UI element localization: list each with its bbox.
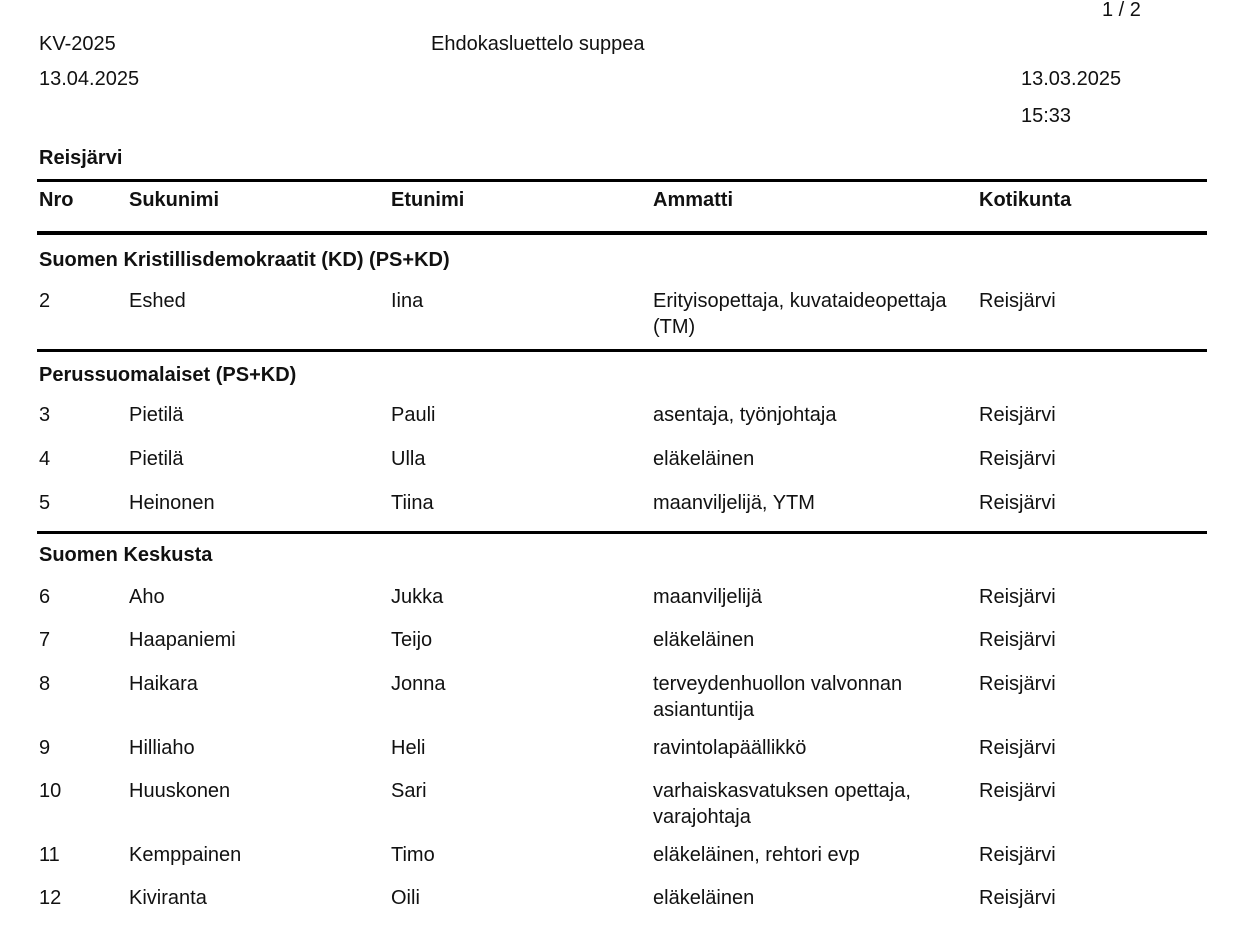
candidate-occupation: eläkeläinen (653, 887, 755, 909)
election-code: KV-2025 (39, 33, 116, 55)
municipality-heading: Reisjärvi (39, 147, 123, 169)
column-header-ammatti: Ammatti (653, 189, 734, 211)
candidate-number: 3 (39, 404, 51, 426)
candidate-occupation: eläkeläinen (653, 629, 755, 651)
column-header-kotikunta: Kotikunta (979, 189, 1072, 211)
candidate-occupation: maanviljelijä (653, 586, 762, 608)
candidate-occupation: eläkeläinen (653, 448, 755, 470)
candidate-surname: Pietilä (129, 404, 184, 426)
candidate-surname: Haikara (129, 673, 198, 695)
candidate-occupation: ravintolapäällikkö (653, 737, 807, 759)
candidate-number: 11 (39, 844, 60, 866)
page-number: 1 / 2 (1102, 0, 1141, 21)
candidate-surname: Heinonen (129, 492, 215, 514)
candidate-firstname: Teijo (391, 629, 433, 651)
candidate-surname: Aho (129, 586, 165, 608)
candidate-firstname: Tiina (391, 492, 434, 514)
party-name: Suomen Kristillisdemokraatit (KD) (PS+KD) (39, 249, 450, 271)
candidate-municipality: Reisjärvi (979, 887, 1056, 909)
candidate-surname: Kemppainen (129, 844, 242, 866)
candidate-occupation: maanviljelijä, YTM (653, 492, 815, 514)
candidate-surname: Kiviranta (129, 887, 207, 909)
candidate-firstname: Jonna (391, 673, 446, 695)
candidate-municipality: Reisjärvi (979, 737, 1056, 759)
candidate-number: 12 (39, 887, 62, 909)
candidate-number: 10 (39, 780, 62, 802)
candidate-occupation: eläkeläinen, rehtori evp (653, 844, 860, 866)
column-header-etunimi: Etunimi (391, 189, 465, 211)
candidate-municipality: Reisjärvi (979, 673, 1056, 695)
candidate-occupation: varhaiskasvatuksen opettaja, varajohtaja (653, 780, 911, 828)
candidate-surname: Huuskonen (129, 780, 231, 802)
candidate-number: 9 (39, 737, 51, 759)
candidate-occupation: terveydenhuollon valvonnan asiantuntija (653, 673, 903, 721)
column-header-sukunimi: Sukunimi (129, 189, 220, 211)
candidate-municipality: Reisjärvi (979, 629, 1056, 651)
candidate-firstname: Sari (391, 780, 427, 802)
candidate-number: 6 (39, 586, 51, 608)
candidate-municipality: Reisjärvi (979, 448, 1056, 470)
candidate-firstname: Pauli (391, 404, 436, 426)
candidate-surname: Pietilä (129, 448, 184, 470)
candidate-firstname: Jukka (391, 586, 444, 608)
candidate-number: 7 (39, 629, 51, 651)
party-name: Suomen Keskusta (39, 544, 213, 566)
candidate-number: 4 (39, 448, 51, 470)
candidate-firstname: Heli (391, 737, 426, 759)
candidate-number: 2 (39, 290, 51, 312)
candidate-surname: Hilliaho (129, 737, 195, 759)
candidate-number: 8 (39, 673, 51, 695)
candidate-firstname: Timo (391, 844, 435, 866)
candidate-surname: Eshed (129, 290, 186, 312)
candidate-occupation: asentaja, työnjohtaja (653, 404, 837, 426)
candidate-municipality: Reisjärvi (979, 780, 1056, 802)
candidate-municipality: Reisjärvi (979, 290, 1056, 312)
candidate-surname: Haapaniemi (129, 629, 236, 651)
party-name: Perussuomalaiset (PS+KD) (39, 364, 297, 386)
election-date: 13.04.2025 (39, 68, 140, 90)
print-date: 13.03.2025 (1021, 68, 1122, 90)
column-header-nro: Nro (39, 189, 74, 211)
candidate-municipality: Reisjärvi (979, 492, 1056, 514)
document-title: Ehdokasluettelo suppea (431, 33, 645, 55)
candidate-occupation: Erityisopettaja, kuvataideopettaja (TM) (653, 290, 947, 338)
candidate-firstname: Ulla (391, 448, 426, 470)
candidate-municipality: Reisjärvi (979, 404, 1056, 426)
candidate-municipality: Reisjärvi (979, 844, 1056, 866)
candidate-firstname: Iina (391, 290, 424, 312)
print-time: 15:33 (1021, 105, 1072, 127)
candidate-number: 5 (39, 492, 51, 514)
candidate-firstname: Oili (391, 887, 420, 909)
candidate-municipality: Reisjärvi (979, 586, 1056, 608)
